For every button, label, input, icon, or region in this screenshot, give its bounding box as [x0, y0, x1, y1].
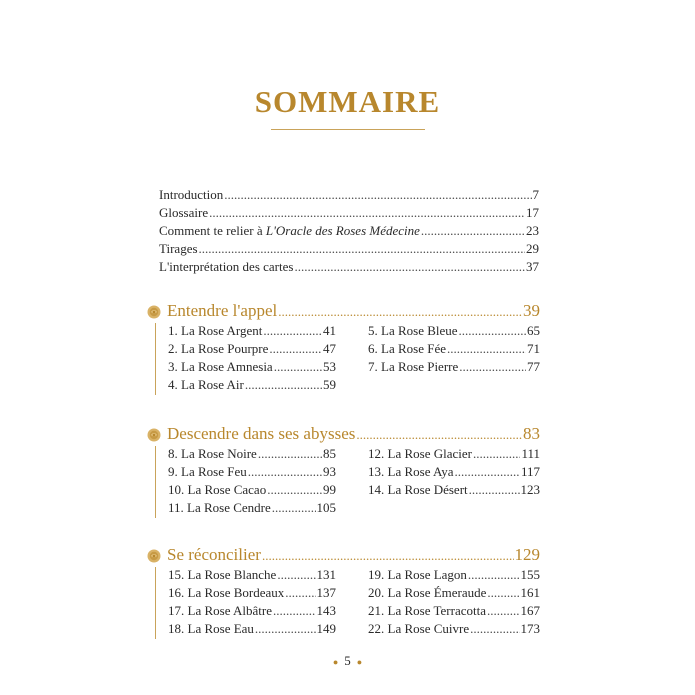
entry-page: 99: [323, 482, 336, 497]
page-footer: [0, 653, 695, 669]
entry-page: 59: [323, 377, 336, 392]
book-title-italic: L'Oracle des Roses Médecine: [265, 223, 420, 238]
right-column: [368, 446, 540, 500]
dot-leader: [469, 482, 520, 498]
entry-page: 111: [521, 446, 540, 461]
toc-entry[interactable]: [168, 585, 336, 603]
dot-leader: [263, 323, 322, 339]
entry-label: 1. La Rose Argent: [168, 323, 263, 338]
dot-leader: [258, 446, 322, 462]
entry-page: 65: [527, 323, 540, 338]
entry-page: 117: [520, 464, 540, 479]
toc-page: 17: [526, 205, 539, 220]
toc-row-glossaire[interactable]: [159, 205, 539, 223]
section-entendre-l-appel: [146, 301, 540, 397]
dot-leader: [294, 259, 525, 275]
entry-page: 123: [520, 482, 540, 497]
toc-label: Glossaire: [159, 205, 209, 220]
dot-leader: [468, 567, 520, 583]
toc-entry[interactable]: [168, 500, 336, 518]
dot-leader: [454, 464, 520, 480]
toc-entry[interactable]: [168, 323, 336, 341]
entry-label: 18. La Rose Eau: [168, 621, 254, 636]
toc-page: 37: [526, 259, 539, 274]
toc-label: L'interprétation des cartes: [159, 259, 294, 274]
entry-page: 77: [527, 359, 540, 374]
entry-label: 19. La Rose Lagon: [368, 567, 467, 582]
section-se-reconcilier: [146, 545, 540, 641]
right-column: [368, 567, 540, 639]
rose-stem-line: [155, 446, 156, 518]
dot-leader: [274, 359, 322, 375]
toc-page: 7: [532, 187, 539, 202]
page-title: SOMMAIRE: [254, 84, 441, 119]
entry-label: 21. La Rose Terracotta: [368, 603, 486, 618]
dot-leader: [473, 446, 520, 462]
toc-entry[interactable]: [168, 603, 336, 621]
title-underline: [271, 129, 425, 130]
entry-label: 7. La Rose Pierre: [368, 359, 459, 374]
toc-row-tirages[interactable]: [159, 241, 539, 259]
right-column: [368, 323, 540, 377]
dot-leader: [285, 585, 315, 601]
dot-leader: [262, 548, 514, 564]
toc-entry[interactable]: [368, 464, 540, 482]
entry-label: 2. La Rose Pourpre: [168, 341, 269, 356]
entry-page: 149: [316, 621, 336, 636]
entry-page: 93: [323, 464, 336, 479]
toc-entry[interactable]: [168, 567, 336, 585]
entry-page: 41: [323, 323, 336, 338]
dot-leader: [272, 500, 316, 516]
toc-row-introduction[interactable]: [159, 187, 539, 205]
entry-page: 167: [520, 603, 540, 618]
toc-entry[interactable]: [168, 377, 336, 395]
dot-leader: [245, 377, 322, 393]
toc-page: 23: [526, 223, 539, 238]
entry-label: 22. La Rose Cuivre: [368, 621, 470, 636]
left-column: [168, 446, 336, 518]
entry-label: 6. La Rose Fée: [368, 341, 446, 356]
section-page: 83: [523, 424, 540, 443]
dot-leader: [487, 585, 519, 601]
entry-label: 15. La Rose Blanche: [168, 567, 277, 582]
rose-stem-line: [155, 323, 156, 395]
entry-page: 143: [316, 603, 336, 618]
toc-entry[interactable]: [368, 359, 540, 377]
entry-page: 173: [520, 621, 540, 636]
left-column: [168, 323, 336, 395]
toc-entry[interactable]: [168, 341, 336, 359]
section-title: Se réconcilier: [167, 545, 261, 564]
dot-leader: [199, 241, 525, 257]
dot-leader: [470, 621, 519, 637]
section-heading[interactable]: [146, 301, 540, 323]
rose-icon: [146, 304, 162, 320]
entry-label: 3. La Rose Amnesia: [168, 359, 273, 374]
entry-page: 85: [323, 446, 336, 461]
entry-label: 14. La Rose Désert: [368, 482, 468, 497]
entry-page: 53: [323, 359, 336, 374]
intro-toc: [159, 187, 539, 277]
entry-label: 10. La Rose Cacao: [168, 482, 267, 497]
rose-icon: [146, 548, 162, 564]
toc-entry[interactable]: [368, 482, 540, 500]
entry-label: 12. La Rose Glacier: [368, 446, 472, 461]
dot-leader: [255, 621, 316, 637]
dot-leader: [356, 427, 522, 443]
dot-ornament: ●: [332, 657, 339, 668]
toc-entry[interactable]: [368, 585, 540, 603]
entry-label: 16. La Rose Bordeaux: [168, 585, 285, 600]
entry-label: 8. La Rose Noire: [168, 446, 257, 461]
dot-leader: [277, 567, 315, 583]
toc-row-comment-te-relier[interactable]: [159, 223, 539, 241]
entry-page: 161: [520, 585, 540, 600]
entry-page: 47: [323, 341, 336, 356]
section-page: 39: [523, 301, 540, 320]
entry-label: 9. La Rose Feu: [168, 464, 247, 479]
toc-label: Comment te relier à L'Oracle des Roses Médecine: [159, 223, 420, 238]
entry-label: 13. La Rose Aya: [368, 464, 454, 479]
toc-entry[interactable]: [168, 359, 336, 377]
entry-label: 11. La Rose Cendre: [168, 500, 271, 515]
toc-entry[interactable]: [368, 446, 540, 464]
toc-label: Tirages: [159, 241, 198, 256]
toc-entry[interactable]: [168, 482, 336, 500]
toc-entry[interactable]: [168, 621, 336, 639]
dot-leader: [269, 341, 322, 357]
toc-entry[interactable]: [368, 323, 540, 341]
dot-ornament: ●: [356, 657, 363, 668]
section-title: Entendre l'appel: [167, 301, 278, 320]
dot-leader: [459, 323, 526, 339]
toc-entry[interactable]: [368, 341, 540, 359]
left-column: [168, 567, 336, 639]
entry-page: 105: [316, 500, 336, 515]
entry-label: 20. La Rose Émeraude: [368, 585, 487, 600]
section-descendre-dans-ses-abysses: [146, 424, 540, 520]
entry-page: 137: [316, 585, 336, 600]
entry-page: 155: [520, 567, 540, 582]
dot-leader: [248, 464, 322, 480]
dot-leader: [224, 187, 531, 203]
page-number: 5: [344, 653, 351, 668]
dot-leader: [459, 359, 526, 375]
dot-leader: [273, 603, 316, 619]
dot-leader: [487, 603, 520, 619]
rose-stem-line: [155, 567, 156, 639]
entry-label: 5. La Rose Bleue: [368, 323, 458, 338]
toc-page: 29: [526, 241, 539, 256]
toc-entry[interactable]: [368, 567, 540, 585]
dot-leader: [209, 205, 525, 221]
toc-entry[interactable]: [168, 464, 336, 482]
dot-leader: [278, 304, 522, 320]
entry-page: 71: [527, 341, 540, 356]
rose-icon: [146, 427, 162, 443]
section-heading[interactable]: [146, 545, 540, 567]
toc-label: Introduction: [159, 187, 224, 202]
dot-leader: [447, 341, 526, 357]
entry-label: 17. La Rose Albâtre: [168, 603, 272, 618]
toc-entry[interactable]: [368, 603, 540, 621]
toc-entry[interactable]: [168, 446, 336, 464]
section-page: 129: [514, 545, 540, 564]
section-heading[interactable]: [146, 424, 540, 446]
entry-label: 4. La Rose Air: [168, 377, 244, 392]
dot-leader: [421, 223, 525, 239]
entry-page: 131: [316, 567, 336, 582]
toc-row-interpretation[interactable]: [159, 259, 539, 277]
dot-leader: [267, 482, 322, 498]
section-title: Descendre dans ses abysses: [167, 424, 356, 443]
toc-entry[interactable]: [368, 621, 540, 639]
